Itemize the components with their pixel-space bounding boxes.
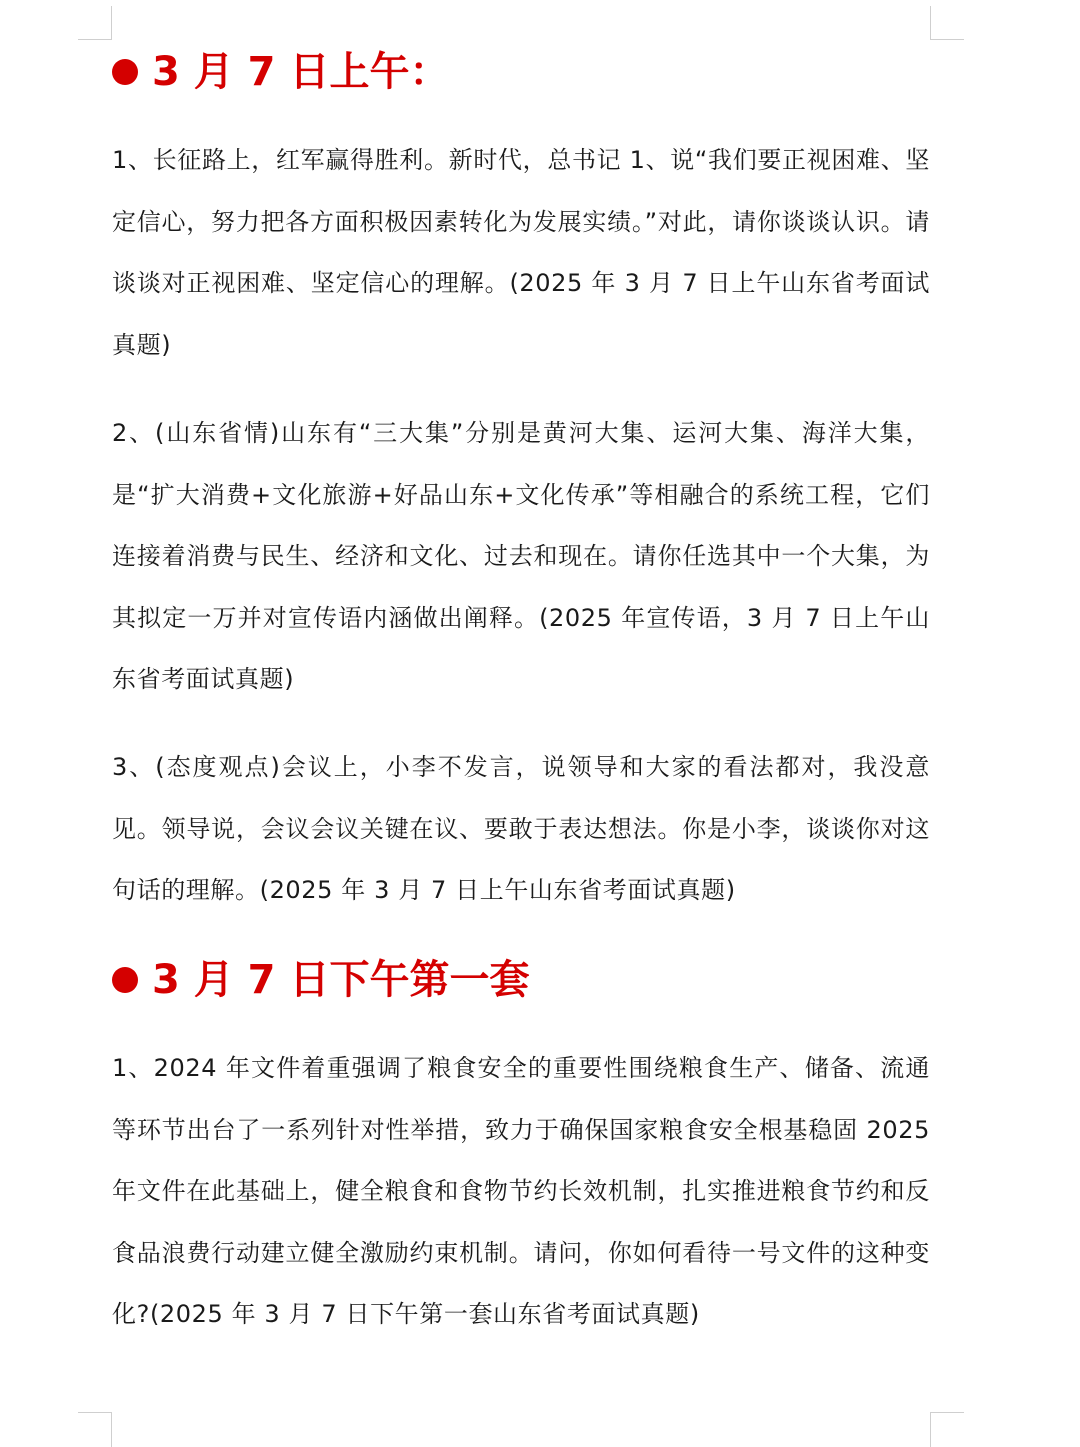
question-paragraph: 1、2024 年文件着重强调了粮食安全的重要性围绕粮食生产、储备、流通等环节出台了一系列针对性举措，致力于确保国家粮食安全根基稳固 2025 年文件在此基础上，健全粮食和食物节约长效机制，扎实推进粮食节约和反食品浪费行动建立健全激励约束机制。请问，你如何看待一号文件的这种变化?(2025 年 3 月 7 日下午第一套山东省考面试真题): [112, 1054, 930, 1328]
question-paragraph: 1、长征路上，红军赢得胜利。新时代，总书记 1、说“我们要正视困难、坚定信心，努力把各方面积极因素转化为发展实绩。”对此，请你谈谈认识。请谈谈对正视困难、坚定信心的理解。(2025 年 3 月 7 日上午山东省考面试真题): [112, 146, 930, 359]
red-bullet-icon: [112, 59, 138, 85]
question-paragraph: 3、(态度观点)会议上，小李不发言，说领导和大家的看法都对，我没意见。领导说，会议会议关键在议、要敢于表达想法。你是小李，谈谈你对这句话的理解。(2025 年 3 月 7 日上午山东省考面试真题): [112, 753, 930, 904]
crop-mark-top-left: [78, 6, 112, 40]
section-heading-afternoon: [112, 952, 930, 1008]
crop-mark-bottom-right: [930, 1412, 964, 1447]
red-bullet-icon: [112, 967, 138, 993]
section-heading-text: 3 月 7 日上午：: [152, 49, 450, 95]
crop-mark-top-right: [930, 6, 964, 40]
crop-mark-bottom-left: [78, 1412, 112, 1447]
question-paragraph: 2、(山东省情)山东有“三大集”分别是黄河大集、运河大集、海洋大集，是“扩大消费+文化旅游+好品山东+文化传承”等相融合的系统工程，它们连接着消费与民生、经济和文化、过去和现在。请你任选其中一个大集，为其拟定一万并对宣传语内涵做出阐释。(2025 年宣传语，3 月 7 日上午山东省考面试真题): [112, 419, 930, 693]
section-heading-text: 3 月 7 日下午第一套: [152, 957, 530, 1003]
section-heading-morning: [112, 44, 930, 100]
